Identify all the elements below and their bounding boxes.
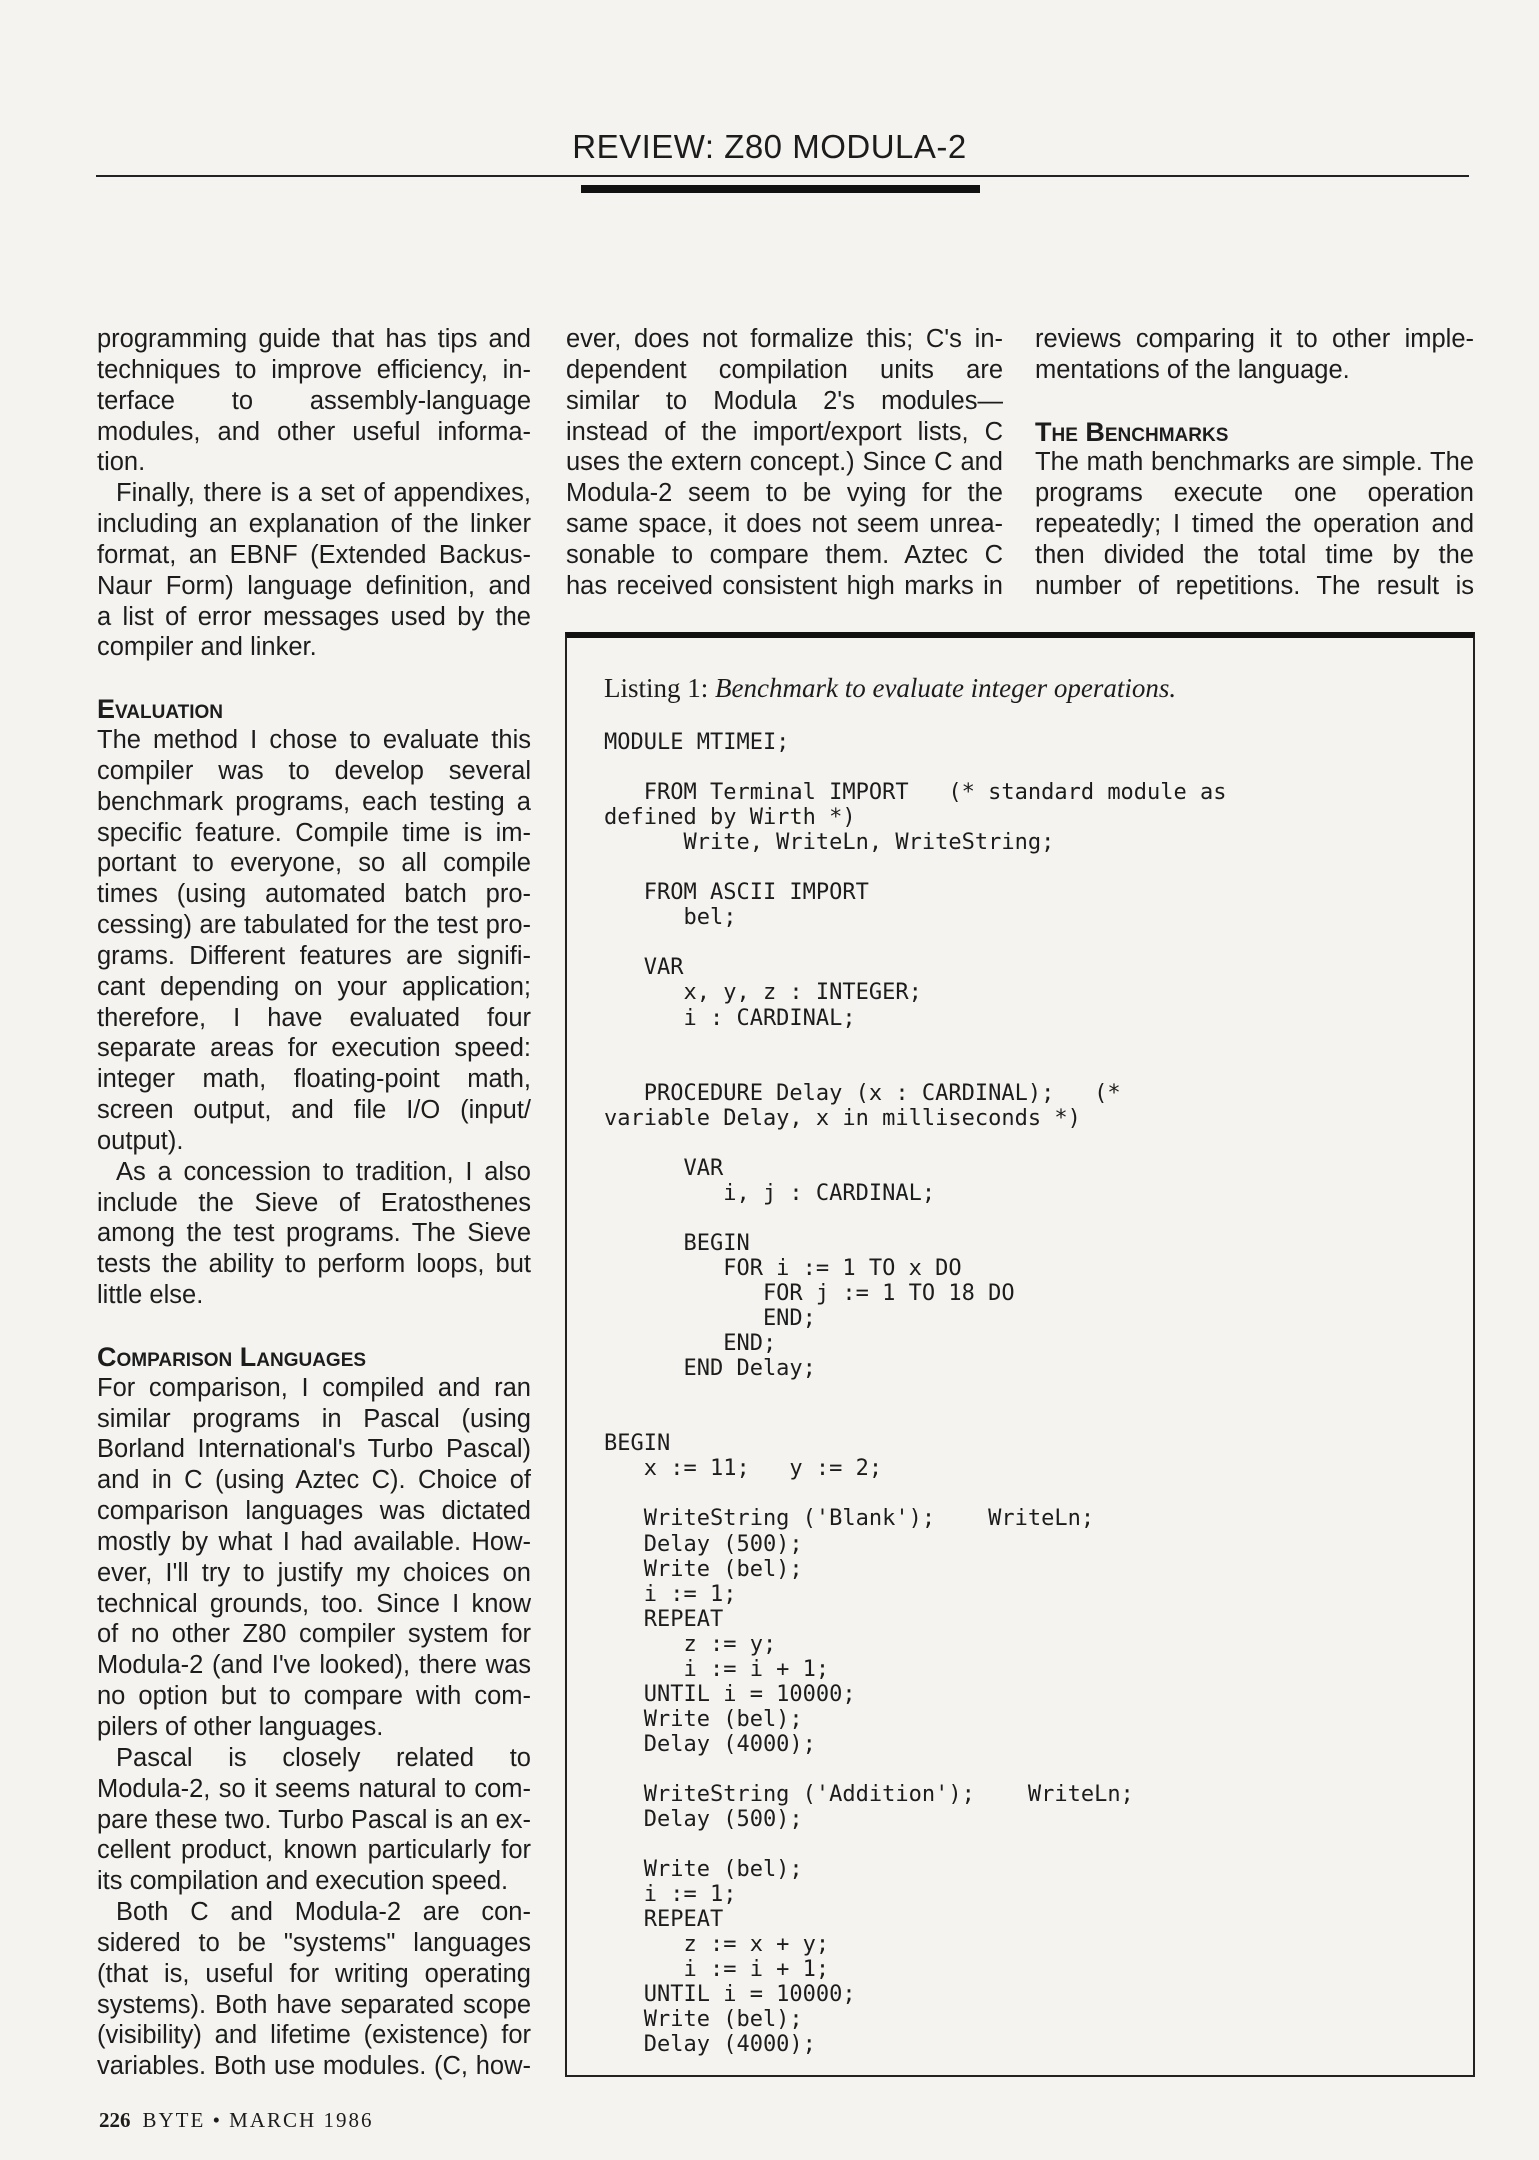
code-line (604, 1406, 1227, 1431)
code-line: defined by Wirth *) (604, 805, 856, 831)
code-line (604, 1381, 1227, 1406)
code-line (604, 1031, 1227, 1056)
code-line: i := 1; (604, 1581, 737, 1607)
code-line: i : CARDINAL; (604, 1005, 856, 1031)
code-line: i := i + 1; (604, 1957, 830, 1983)
code-line (604, 1832, 1227, 1857)
code-line: FOR i := 1 TO x DO (604, 1255, 962, 1281)
text-line: its compilation and execution speed. (97, 1867, 509, 1896)
text-line: number of repetitions. The result is (1035, 571, 1474, 600)
text-line: (visibility) and lifetime (existence) for (97, 2021, 531, 2050)
code-line (604, 1131, 1227, 1156)
code-line (604, 930, 1227, 955)
code-line: VAR (604, 1155, 724, 1181)
code-line: WriteString ('Blank'); WriteLn; (604, 1506, 1095, 1532)
text-line: programs execute one operation (1035, 479, 1474, 508)
text-line: terface to assembly-language (97, 386, 531, 415)
code-line: i := i + 1; (604, 1656, 830, 1682)
text-line: sonable to compare them. Aztec C (566, 540, 1003, 569)
paragraph (97, 478, 531, 663)
text-line: modules, and other useful informa- (97, 417, 531, 446)
text-line: Both C and Modula-2 are con- (116, 1898, 531, 1927)
code-line: FOR j := 1 TO 18 DO (604, 1281, 1015, 1307)
text-line: of no other Z80 compiler system for (97, 1620, 531, 1649)
section-heading: The Benchmarks (1035, 416, 1229, 447)
code-line: UNTIL i = 10000; (604, 1681, 856, 1707)
code-line: END Delay; (604, 1356, 816, 1382)
text-line: grams. Different features are signifi- (97, 941, 531, 970)
code-line: Delay (500); (604, 1807, 803, 1833)
code-line: i, j : CARDINAL; (604, 1180, 936, 1206)
text-line: Modula-2, so it seems natural to com- (97, 1774, 531, 1803)
code-line: BEGIN (604, 1230, 750, 1256)
text-line: systems). Both have separated scope (97, 1990, 531, 2019)
text-line: ever, I'll try to justify my choices on (97, 1558, 531, 1587)
code-line: FROM ASCII IMPORT (604, 880, 869, 906)
code-line: MODULE MTIMEI; (604, 730, 790, 755)
paragraph (566, 324, 1003, 602)
code-line: BEGIN (604, 1431, 671, 1457)
code-line: Write (bel); (604, 1706, 803, 1732)
text-line: As a concession to tradition, I also (116, 1157, 531, 1186)
text-line: Borland International's Turbo Pascal) (97, 1435, 531, 1464)
text-line: technical grounds, too. Since I know (97, 1589, 531, 1618)
code-block (604, 730, 1227, 2057)
running-header: REVIEW: Z80 MODULA-2 (572, 128, 967, 165)
code-line: Delay (4000); (604, 2032, 816, 2058)
paragraph (97, 1157, 531, 1311)
header-bar (581, 185, 980, 193)
page-footer (99, 2108, 373, 2133)
text-line: a list of error messages used by the (97, 602, 531, 631)
code-line: FROM Terminal IMPORT (* standard module as (604, 780, 1227, 806)
paragraph (1035, 324, 1474, 386)
code-line: variable Delay, x in milliseconds *) (604, 1105, 1081, 1131)
text-line: tests the ability to perform loops, but (97, 1250, 531, 1279)
code-line (604, 1481, 1227, 1506)
text-line: ever, does not formalize this; C's in- (566, 325, 1003, 353)
code-line (604, 1206, 1227, 1231)
text-line: screen output, and file I/O (input/ (97, 1096, 531, 1125)
code-line: Write (bel); (604, 1857, 803, 1883)
code-line: Write (bel); (604, 1556, 803, 1582)
paragraph (1035, 447, 1474, 601)
text-line: include the Sieve of Eratosthenes (97, 1188, 531, 1217)
paragraph (97, 1373, 531, 1743)
text-line: similar programs in Pascal (using (97, 1404, 531, 1433)
paragraph (97, 324, 531, 478)
code-line: END; (604, 1306, 816, 1332)
code-line: END; (604, 1331, 777, 1357)
text-line: uses the extern concept.) Since C and (566, 448, 1003, 477)
text-line: For comparison, I compiled and ran (97, 1373, 531, 1402)
code-line: z := y; (604, 1631, 777, 1657)
text-line: among the test programs. The Sieve (97, 1219, 531, 1248)
text-line: including an explanation of the linker (97, 510, 531, 539)
text-line: format, an EBNF (Extended Backus- (97, 540, 531, 569)
text-line: separate areas for execution speed: (97, 1034, 531, 1063)
text-line: times (using automated batch pro- (97, 880, 531, 909)
text-column-3 (1035, 324, 1474, 602)
text-line: pilers of other languages. (97, 1712, 384, 1741)
text-line: instead of the import/export lists, C (566, 417, 1003, 446)
text-line: output). (97, 1126, 184, 1155)
text-line: Pascal is closely related to (116, 1743, 531, 1772)
text-line: reviews comparing it to other imple- (1035, 325, 1474, 353)
code-line: PROCEDURE Delay (x : CARDINAL); (* (604, 1080, 1121, 1106)
text-line: comparison languages was dictated (97, 1497, 531, 1526)
paragraph (97, 1897, 531, 2082)
text-line: and in C (using Aztec C). Choice of (97, 1466, 531, 1495)
publication-info: BYTE • MARCH 1986 (142, 2108, 374, 2132)
text-line: variables. Both use modules. (C, how- (97, 2052, 531, 2081)
code-line (604, 755, 1227, 780)
code-line: i := 1; (604, 1882, 737, 1908)
page-number: 226 (99, 2108, 131, 2132)
code-line: bel; (604, 905, 737, 931)
code-line: VAR (604, 955, 684, 981)
listing-label: Listing 1: (604, 673, 709, 703)
code-line (604, 1757, 1227, 1782)
text-line: pare these two. Turbo Pascal is an ex- (97, 1805, 531, 1834)
text-line: mentations of the language. (1035, 355, 1350, 384)
text-line: same space, it does not seem unrea- (566, 510, 1003, 539)
text-line: The method I chose to evaluate this (97, 725, 531, 754)
code-line: x, y, z : INTEGER; (604, 980, 922, 1006)
text-line: then divided the total time by the (1035, 540, 1474, 569)
text-column-1 (97, 324, 531, 2082)
text-line: Finally, there is a set of appendixes, (116, 479, 531, 508)
text-line: benchmark programs, each testing a (97, 787, 531, 816)
section-heading: Comparison Languages (97, 1341, 367, 1372)
text-line: portant to everyone, so all compile (97, 849, 531, 878)
text-line: repeatedly; I timed the operation and (1035, 510, 1474, 539)
section-heading: Evaluation (97, 694, 224, 725)
code-line: z := x + y; (604, 1932, 830, 1958)
text-line: specific feature. Compile time is im- (97, 818, 531, 847)
code-line: Write, WriteLn, WriteString; (604, 830, 1055, 856)
text-line: compiler was to develop several (97, 756, 531, 785)
listing-caption (604, 673, 1176, 704)
text-line: cellent product, known particularly for (97, 1836, 531, 1865)
code-line: UNTIL i = 10000; (604, 1982, 856, 2008)
text-line: similar to Modula 2's modules— (566, 386, 1003, 415)
text-line: has received consistent high marks in (566, 571, 1003, 600)
text-line: mostly by what I had available. How- (97, 1527, 531, 1556)
text-line: no option but to compare with com- (97, 1682, 531, 1711)
paragraph (97, 1743, 531, 1897)
text-line: cant depending on your application; (97, 972, 531, 1001)
code-line: x := 11; y := 2; (604, 1456, 883, 1482)
text-column-2 (566, 324, 1003, 602)
text-line: Modula-2 seem to be vying for the (566, 479, 1003, 508)
text-line: little else. (97, 1281, 204, 1310)
code-line: REPEAT (604, 1606, 724, 1632)
code-listing-box (565, 632, 1475, 2077)
code-line: Write (bel); (604, 2007, 803, 2033)
code-line: WriteString ('Addition'); WriteLn; (604, 1781, 1134, 1807)
header-rule (96, 175, 1469, 177)
code-line (604, 1056, 1227, 1081)
code-line: Delay (500); (604, 1531, 803, 1557)
text-line: sidered to be "systems" languages (97, 1928, 531, 1957)
text-line: (that is, useful for writing operating (97, 1959, 531, 1988)
paragraph (97, 725, 531, 1157)
listing-caption-text: Benchmark to evaluate integer operations. (715, 673, 1177, 703)
text-line: cessing) are tabulated for the test pro- (97, 911, 531, 940)
code-line: REPEAT (604, 1907, 724, 1933)
text-line: dependent compilation units are (566, 355, 1003, 384)
text-line: integer math, floating-point math, (97, 1065, 531, 1094)
code-line: Delay (4000); (604, 1731, 816, 1757)
text-line: Naur Form) language definition, and (97, 571, 531, 600)
text-line: The math benchmarks are simple. The (1035, 448, 1474, 477)
text-line: Modula-2 (and I've looked), there was (97, 1651, 531, 1680)
text-line: techniques to improve efficiency, in- (97, 355, 531, 384)
text-line: therefore, I have evaluated four (97, 1003, 531, 1032)
text-line: tion. (97, 448, 146, 477)
text-line: compiler and linker. (97, 633, 317, 662)
code-line (604, 855, 1227, 880)
text-line: programming guide that has tips and (97, 325, 531, 353)
